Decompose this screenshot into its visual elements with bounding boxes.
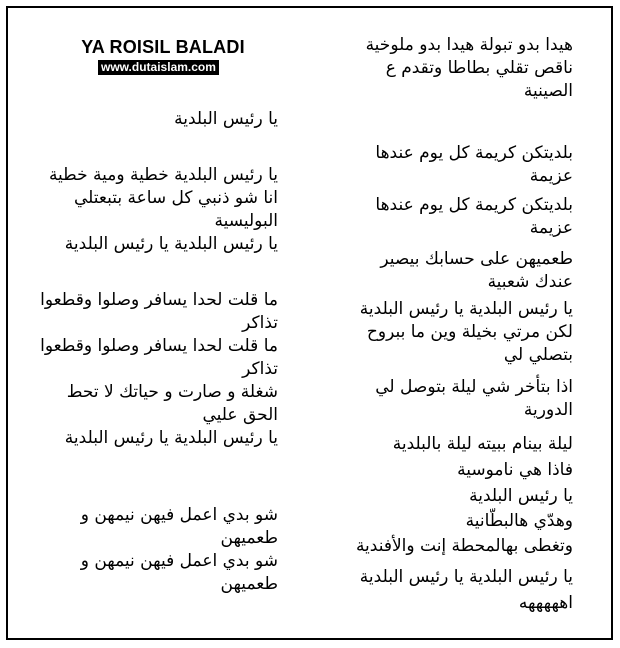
lyric-line: ما قلت لحدا يسافر وصلوا وقطعوا: [40, 336, 278, 356]
lyric-line: تذاكر: [242, 313, 278, 333]
lyric-line: الصينية: [523, 81, 573, 101]
lyric-line: بتصلي لي: [503, 345, 573, 365]
lyric-line: الحق عليي: [202, 405, 278, 425]
lyric-line: هيدا بدو تبولة هيدا بدو ملوخية: [365, 35, 573, 55]
lyric-line: ليلة بينام ببيته ليلة بالبلدية: [392, 434, 573, 454]
lyric-line: يا رئيس البلدية يا رئيس البلدية: [359, 299, 573, 319]
lyric-line: يا رئيس البلدية: [174, 109, 278, 129]
lyric-line: انا شو ذنبي كل ساعة بتبعتلي: [73, 188, 278, 208]
lyric-line: ناقص تقلي بطاطا وتقدم ع: [385, 58, 573, 78]
lyric-line: اذا بتأخر شي ليلة بتوصل لي: [375, 377, 573, 397]
lyric-line: عندك شعبية: [487, 272, 573, 292]
lyric-line: يا رئيس البلدية يا رئيس البلدية: [64, 234, 278, 254]
lyric-line: طعميهن: [220, 528, 278, 548]
lyric-line: ما قلت لحدا يسافر وصلوا وقطعوا: [40, 290, 278, 310]
lyric-line: شغلة و صارت و حياتك لا تحط: [66, 382, 278, 402]
website-banner: www.dutaislam.com: [98, 60, 219, 75]
lyric-line: طعميهن: [220, 574, 278, 594]
lyric-line: بلديتكن كريمة كل يوم عندها: [375, 143, 573, 163]
lyric-line: وهدّي هالبطّانية: [465, 511, 573, 531]
lyric-line: يا رئيس البلدية خطية ومية خطية: [48, 165, 278, 185]
lyric-line: تذاكر: [242, 359, 278, 379]
lyric-line: فاذا هي ناموسية: [457, 460, 573, 480]
lyric-line: وتغطى بهالمحطة إنت والأفندية: [355, 536, 573, 556]
lyric-line: البوليسية: [214, 211, 278, 231]
lyric-line: اهههههه: [518, 593, 573, 613]
lyric-line: شو بدي اعمل فيهن نيمهن و: [80, 551, 278, 571]
lyric-line: يا رئيس البلدية يا رئيس البلدية: [64, 428, 278, 448]
left-column: [28, 8, 278, 638]
lyric-line: الدورية: [523, 400, 573, 420]
lyric-line: بلديتكن كريمة كل يوم عندها: [375, 195, 573, 215]
lyric-line: يا رئيس البلدية: [469, 486, 573, 506]
lyric-line: عزيمة: [529, 218, 573, 238]
lyric-line: عزيمة: [529, 166, 573, 186]
lyric-line: لكن مرتي بخيلة وين ما ببروح: [366, 322, 573, 342]
lyrics-sheet: [6, 6, 613, 640]
lyric-line: طعميهن على حسابك بيصير: [380, 249, 573, 269]
lyric-line: شو بدي اعمل فيهن نيمهن و: [80, 505, 278, 525]
song-title: YA ROISIL BALADI: [81, 37, 245, 57]
lyric-line: يا رئيس البلدية يا رئيس البلدية: [359, 567, 573, 587]
right-column: [323, 8, 573, 638]
